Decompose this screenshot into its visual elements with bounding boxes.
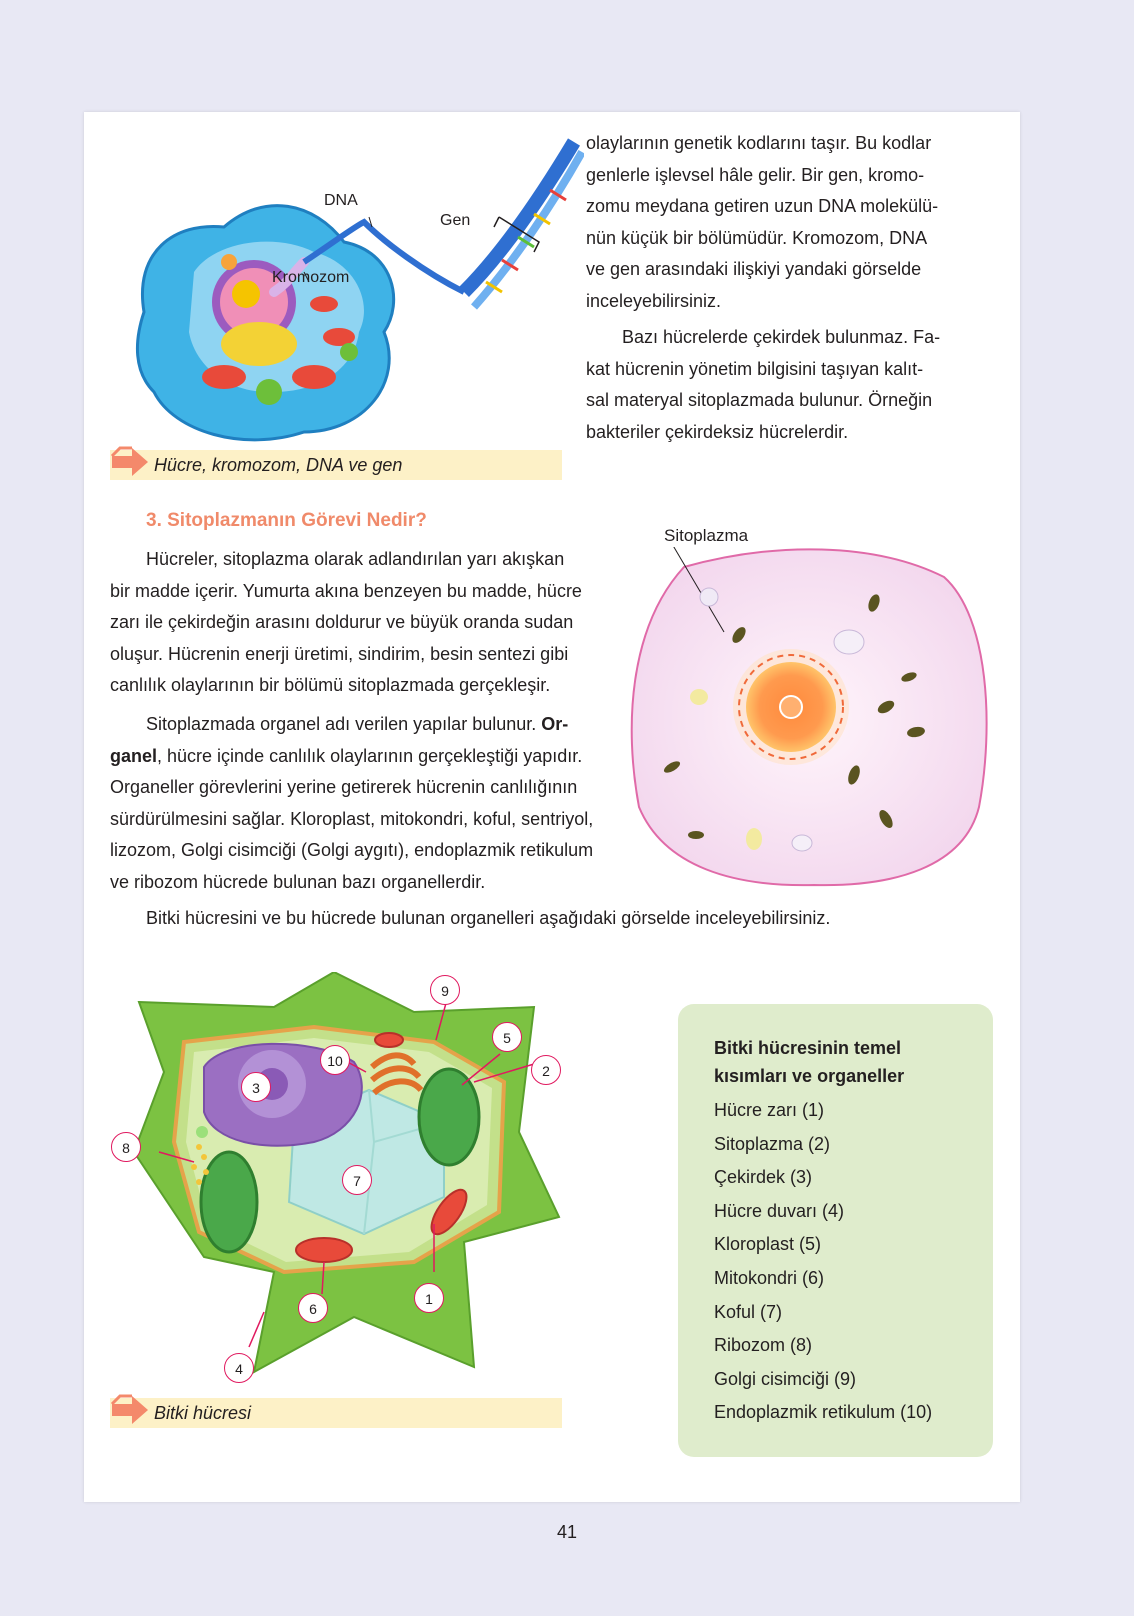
number-marker-5: 5: [492, 1022, 522, 1052]
label-kromozom: Kromozom: [272, 269, 350, 286]
text-line: Hücreler, sitoplazma olarak adlandırılan yarı akışkan: [146, 549, 565, 569]
list-item: Hücre duvarı (4): [714, 1200, 845, 1221]
text-line: oluşur. Hücrenin enerji üretimi, sindirim, besin sentezi gibi: [110, 643, 569, 664]
text-line: inceleyebilirsiniz.: [586, 290, 722, 311]
list-item: Ribozom (8): [714, 1335, 813, 1356]
text-line: olaylarının genetik kodlarını taşır. Bu kodlar: [586, 133, 932, 153]
number-marker-2: 2: [531, 1055, 561, 1085]
figure-caption-plant: [110, 1398, 562, 1428]
cytoplasm-cell-illustration: [624, 547, 1004, 892]
cytoplasm-paragraph: [110, 544, 618, 702]
list-item: Sitoplazma (2): [714, 1133, 831, 1154]
text-line: zarı ile çekirdeğin arasını doldurur ve büyük oranda sudan: [110, 612, 574, 632]
text-line: sal materyal sitoplazmada bulunur. Örneğin: [586, 390, 933, 410]
number-marker-4: 4: [224, 1353, 254, 1383]
list-item: Kloroplast (5): [714, 1234, 822, 1255]
number-marker-6: 6: [298, 1293, 328, 1323]
arrow-icon: [110, 444, 150, 480]
text-line: genlerle işlevsel hâle gelir. Bir gen, kromo-: [586, 164, 925, 185]
plant-intro-text: Bitki hücresini ve bu hücrede bulunan organelleri aşağıdaki görselde inceleyebilirsiniz.: [146, 908, 831, 928]
nucleus-absent-paragraph: [586, 322, 962, 448]
text-span: , hücre içinde canlılık olaylarının gerçekleştiği yapıdır.: [157, 745, 583, 766]
text-line: canlılık olaylarının bir bölümü sitoplazmada gerçekleşir.: [110, 675, 551, 695]
number-marker-7: 7: [342, 1165, 372, 1195]
text-span: Sitoplazmada organel adı verilen yapılar bulunur.: [146, 714, 542, 734]
figure-caption-cell: [110, 450, 562, 480]
list-item: Mitokondri (6): [714, 1267, 825, 1288]
text-line: sürdürülmesini sağlar. Kloroplast, mitokondri, koful, sentriyol,: [110, 808, 594, 829]
arrow-icon: [110, 1392, 150, 1428]
text-line: Organeller görevlerini yerine getirerek hücrenin canlılığının: [110, 777, 578, 797]
text-line: Bazı hücrelerde çekirdek bulunmaz. Fa-: [622, 327, 941, 347]
text-line: [110, 741, 618, 773]
text-line: ve ribozom hücrede bulunan bazı organellerdir.: [110, 871, 486, 892]
caption-text: Hücre, kromozom, DNA ve gen: [154, 455, 403, 475]
textbook-page: [84, 112, 1020, 1502]
text-line: nün küçük bir bölümüdür. Kromozom, DNA: [586, 227, 928, 248]
number-marker-8: 8: [111, 1132, 141, 1162]
info-box-title-line: Bitki hücresinin temel: [714, 1038, 902, 1058]
bold-term: Or-: [541, 714, 569, 734]
list-item: Endoplazmik retikulum (10): [714, 1402, 933, 1423]
section-title: 3. Sitoplazmanın Görevi Nedir?: [146, 510, 427, 531]
text-line: lizozom, Golgi cisimciği (Golgi aygıtı), endoplazmik retikulum: [110, 840, 594, 860]
number-marker-3: 3: [241, 1072, 271, 1102]
organelle-list: [714, 1094, 932, 1430]
text-line: kat hücrenin yönetim bilgisini taşıyan kalıt-: [586, 358, 924, 379]
info-box-title: [714, 1034, 904, 1090]
list-item: Çekirdek (3): [714, 1167, 813, 1188]
info-box-title-line: kısımları ve organeller: [714, 1066, 905, 1086]
label-sitoplazma: Sitoplazma: [664, 526, 749, 545]
page-number: 41: [556, 1522, 578, 1542]
cell-dna-illustration: [104, 132, 584, 462]
organelles-info-box: [678, 1004, 993, 1457]
text-line: bir madde içerir. Yumurta akına benzeyen bu madde, hücre: [110, 580, 582, 601]
list-item: Koful (7): [714, 1301, 783, 1322]
list-item: Hücre zarı (1): [714, 1100, 825, 1120]
text-line: [110, 709, 618, 741]
caption-text: Bitki hücresi: [154, 1403, 252, 1423]
text-line: bakteriler çekirdeksiz hücrelerdir.: [586, 421, 849, 442]
number-marker-1: 1: [414, 1283, 444, 1313]
organelle-paragraph: [110, 709, 618, 898]
number-marker-9: 9: [430, 975, 460, 1005]
genetic-code-paragraph: [586, 128, 962, 317]
label-dna: DNA: [324, 192, 358, 209]
text-line: zomu meydana getiren uzun DNA molekülü-: [586, 196, 939, 216]
bold-term: ganel: [110, 745, 158, 766]
number-marker-10: 10: [320, 1045, 350, 1075]
list-item: Golgi cisimciği (9): [714, 1368, 857, 1389]
text-line: ve gen arasındaki ilişkiyi yandaki görselde: [586, 259, 922, 279]
label-gen: Gen: [440, 212, 471, 229]
